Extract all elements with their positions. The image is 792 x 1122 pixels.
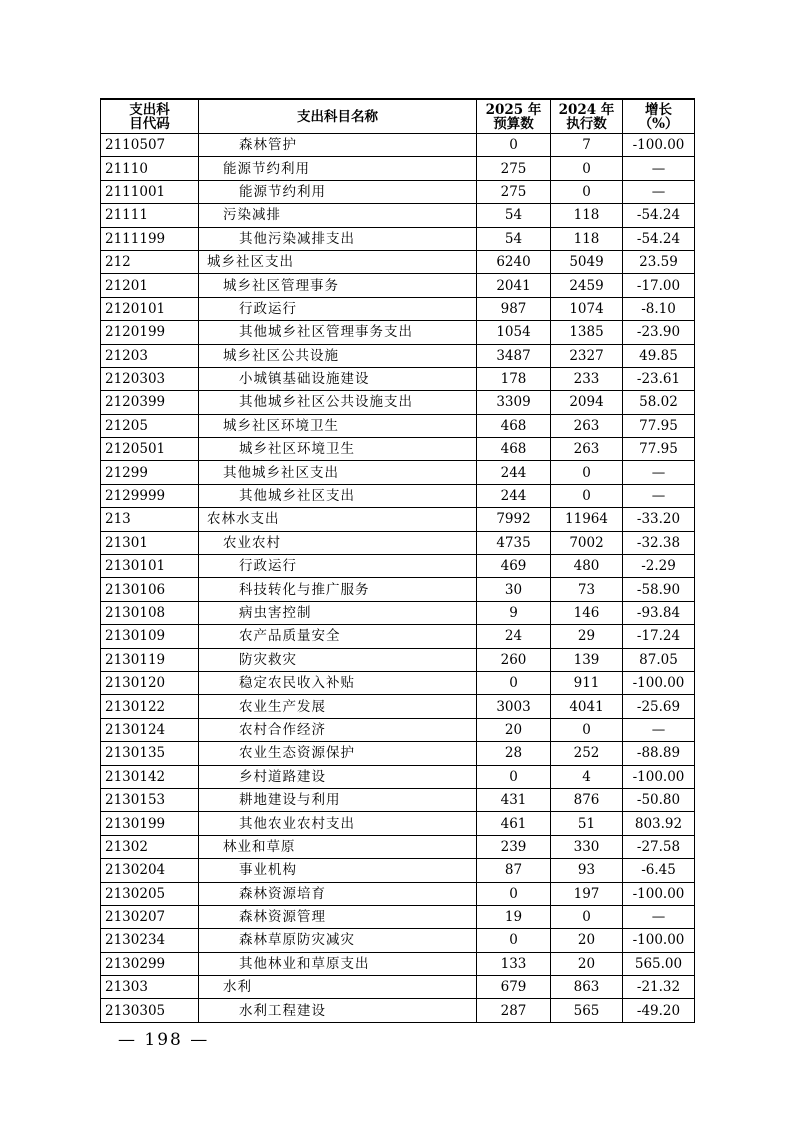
cell-growth: -100.00 [623,134,695,157]
table-body [101,134,695,1023]
cell-code: 2120501 [101,438,199,461]
table-row [101,999,695,1022]
cell-actual: 252 [551,742,623,765]
cell-actual: 0 [551,905,623,928]
cell-growth: -49.20 [623,999,695,1022]
cell-actual: 233 [551,367,623,390]
cell-name: 农产品质量安全 [199,625,477,648]
cell-name: 农业农村 [199,531,477,554]
table-row [101,321,695,344]
cell-code: 2120303 [101,367,199,390]
header-name: 支出科目名称 [199,99,477,134]
cell-budget: 0 [477,929,551,952]
cell-name: 污染减排 [199,204,477,227]
table-row [101,508,695,531]
cell-growth: -100.00 [623,671,695,694]
cell-growth: -100.00 [623,765,695,788]
cell-actual: 51 [551,812,623,835]
cell-actual: 330 [551,835,623,858]
cell-growth: 77.95 [623,438,695,461]
cell-name: 森林草原防灾减灾 [199,929,477,952]
table-row [101,414,695,437]
cell-code: 2129999 [101,484,199,507]
cell-actual: 565 [551,999,623,1022]
cell-name: 科技转化与推广服务 [199,578,477,601]
cell-code: 2130142 [101,765,199,788]
table-row [101,976,695,999]
table-row [101,274,695,297]
expenditure-table-container [100,98,694,1023]
header-actual: 2024 年 执行数 [551,99,623,134]
table-row [101,297,695,320]
table-row [101,134,695,157]
cell-actual: 2459 [551,274,623,297]
table-row [101,438,695,461]
cell-code: 21301 [101,531,199,554]
cell-actual: 93 [551,859,623,882]
cell-budget: 244 [477,484,551,507]
page-number: — 198 — [118,1030,210,1050]
cell-budget: 9 [477,601,551,624]
cell-actual: 0 [551,718,623,741]
cell-name: 能源节约利用 [199,180,477,203]
cell-name: 城乡社区环境卫生 [199,414,477,437]
cell-budget: 54 [477,204,551,227]
cell-budget: 431 [477,788,551,811]
cell-actual: 118 [551,204,623,227]
cell-code: 21302 [101,835,199,858]
table-row [101,648,695,671]
cell-growth: -2.29 [623,555,695,578]
cell-budget: 87 [477,859,551,882]
cell-code: 2110507 [101,134,199,157]
cell-actual: 263 [551,438,623,461]
cell-code: 21205 [101,414,199,437]
cell-budget: 7992 [477,508,551,531]
cell-budget: 275 [477,180,551,203]
cell-code: 2130120 [101,671,199,694]
cell-name: 水利工程建设 [199,999,477,1022]
cell-actual: 73 [551,578,623,601]
cell-actual: 4041 [551,695,623,718]
cell-code: 2111199 [101,227,199,250]
cell-code: 2130205 [101,882,199,905]
cell-actual: 20 [551,952,623,975]
cell-actual: 1074 [551,297,623,320]
cell-name: 农业生产发展 [199,695,477,718]
cell-code: 2130124 [101,718,199,741]
table-row [101,765,695,788]
cell-name: 行政运行 [199,297,477,320]
cell-growth: 49.85 [623,344,695,367]
cell-budget: 468 [477,438,551,461]
cell-growth: -50.80 [623,788,695,811]
cell-code: 2130305 [101,999,199,1022]
cell-name: 森林管护 [199,134,477,157]
cell-growth: 803.92 [623,812,695,835]
cell-budget: 260 [477,648,551,671]
cell-growth: -8.10 [623,297,695,320]
cell-growth: — [623,905,695,928]
cell-name: 森林资源培育 [199,882,477,905]
cell-growth: 87.05 [623,648,695,671]
cell-growth: -33.20 [623,508,695,531]
cell-budget: 4735 [477,531,551,554]
table-row [101,859,695,882]
cell-code: 21203 [101,344,199,367]
cell-name: 其他城乡社区支出 [199,484,477,507]
cell-name: 行政运行 [199,555,477,578]
table-row [101,227,695,250]
cell-name: 其他污染减排支出 [199,227,477,250]
table-row [101,578,695,601]
header-code: 支出科 目代码 [101,99,199,134]
cell-growth: -23.90 [623,321,695,344]
table-row [101,344,695,367]
cell-actual: 146 [551,601,623,624]
cell-budget: 24 [477,625,551,648]
cell-code: 21111 [101,204,199,227]
cell-budget: 469 [477,555,551,578]
table-header-row [101,99,695,134]
cell-growth: — [623,180,695,203]
cell-code: 2130106 [101,578,199,601]
cell-growth: -58.90 [623,578,695,601]
cell-growth: 565.00 [623,952,695,975]
cell-name: 农业生态资源保护 [199,742,477,765]
cell-code: 2130119 [101,648,199,671]
cell-code: 2130234 [101,929,199,952]
table-row [101,695,695,718]
table-row [101,788,695,811]
table-row [101,391,695,414]
cell-actual: 5049 [551,250,623,273]
cell-actual: 29 [551,625,623,648]
cell-code: 2130299 [101,952,199,975]
cell-name: 其他城乡社区支出 [199,461,477,484]
cell-growth: -27.58 [623,835,695,858]
table-row [101,367,695,390]
cell-name: 事业机构 [199,859,477,882]
cell-actual: 4 [551,765,623,788]
cell-budget: 987 [477,297,551,320]
cell-growth: -100.00 [623,882,695,905]
cell-budget: 3309 [477,391,551,414]
cell-growth: -21.32 [623,976,695,999]
cell-growth: -17.00 [623,274,695,297]
cell-actual: 0 [551,157,623,180]
cell-actual: 863 [551,976,623,999]
cell-actual: 0 [551,484,623,507]
table-row [101,157,695,180]
cell-code: 2130109 [101,625,199,648]
cell-code: 2130101 [101,555,199,578]
cell-code: 21303 [101,976,199,999]
cell-code: 2120399 [101,391,199,414]
cell-budget: 0 [477,882,551,905]
cell-growth: -54.24 [623,227,695,250]
cell-actual: 1385 [551,321,623,344]
cell-name: 城乡社区支出 [199,250,477,273]
cell-code: 212 [101,250,199,273]
table-row [101,929,695,952]
cell-growth: -32.38 [623,531,695,554]
cell-growth: 23.59 [623,250,695,273]
cell-name: 小城镇基础设施建设 [199,367,477,390]
cell-budget: 54 [477,227,551,250]
cell-actual: 2094 [551,391,623,414]
cell-actual: 876 [551,788,623,811]
table-row [101,625,695,648]
cell-code: 2130153 [101,788,199,811]
cell-code: 2120101 [101,297,199,320]
cell-growth: -6.45 [623,859,695,882]
cell-budget: 3003 [477,695,551,718]
cell-budget: 20 [477,718,551,741]
cell-code: 21299 [101,461,199,484]
cell-code: 21201 [101,274,199,297]
cell-name: 林业和草原 [199,835,477,858]
cell-growth: — [623,157,695,180]
cell-actual: 7 [551,134,623,157]
cell-budget: 244 [477,461,551,484]
cell-name: 森林资源管理 [199,905,477,928]
table-row [101,835,695,858]
cell-actual: 0 [551,461,623,484]
expenditure-table [100,98,695,1023]
cell-budget: 1054 [477,321,551,344]
cell-actual: 0 [551,180,623,203]
cell-growth: -88.89 [623,742,695,765]
cell-budget: 0 [477,671,551,694]
cell-budget: 19 [477,905,551,928]
cell-code: 21110 [101,157,199,180]
cell-actual: 911 [551,671,623,694]
cell-name: 其他城乡社区管理事务支出 [199,321,477,344]
cell-actual: 2327 [551,344,623,367]
cell-code: 2130207 [101,905,199,928]
cell-growth: 58.02 [623,391,695,414]
cell-actual: 139 [551,648,623,671]
table-row [101,812,695,835]
cell-name: 城乡社区公共设施 [199,344,477,367]
cell-budget: 468 [477,414,551,437]
cell-code: 2130122 [101,695,199,718]
table-row [101,601,695,624]
cell-growth: -17.24 [623,625,695,648]
cell-actual: 11964 [551,508,623,531]
cell-growth: -25.69 [623,695,695,718]
cell-growth: — [623,461,695,484]
cell-name: 其他城乡社区公共设施支出 [199,391,477,414]
cell-budget: 6240 [477,250,551,273]
cell-growth: — [623,484,695,507]
cell-growth: 77.95 [623,414,695,437]
table-row [101,250,695,273]
cell-budget: 461 [477,812,551,835]
table-row [101,882,695,905]
cell-budget: 287 [477,999,551,1022]
table-row [101,484,695,507]
cell-budget: 275 [477,157,551,180]
table-row [101,204,695,227]
cell-budget: 2041 [477,274,551,297]
cell-name: 防灾救灾 [199,648,477,671]
cell-budget: 679 [477,976,551,999]
cell-name: 农村合作经济 [199,718,477,741]
cell-actual: 7002 [551,531,623,554]
cell-budget: 0 [477,765,551,788]
cell-actual: 118 [551,227,623,250]
cell-name: 其他林业和草原支出 [199,952,477,975]
cell-code: 2130108 [101,601,199,624]
cell-name: 农林水支出 [199,508,477,531]
cell-name: 其他农业农村支出 [199,812,477,835]
cell-growth: — [623,718,695,741]
cell-code: 2120199 [101,321,199,344]
cell-budget: 133 [477,952,551,975]
header-growth: 增长 （%） [623,99,695,134]
table-row [101,952,695,975]
cell-code: 2130135 [101,742,199,765]
cell-budget: 239 [477,835,551,858]
cell-code: 2111001 [101,180,199,203]
cell-growth: -23.61 [623,367,695,390]
cell-name: 耕地建设与利用 [199,788,477,811]
cell-name: 乡村道路建设 [199,765,477,788]
cell-code: 2130199 [101,812,199,835]
cell-name: 城乡社区环境卫生 [199,438,477,461]
table-row [101,905,695,928]
cell-name: 能源节约利用 [199,157,477,180]
table-row [101,718,695,741]
cell-budget: 0 [477,134,551,157]
cell-code: 2130204 [101,859,199,882]
cell-growth: -100.00 [623,929,695,952]
table-row [101,180,695,203]
cell-actual: 197 [551,882,623,905]
cell-actual: 480 [551,555,623,578]
cell-name: 城乡社区管理事务 [199,274,477,297]
table-row [101,742,695,765]
header-budget: 2025 年 预算数 [477,99,551,134]
cell-actual: 263 [551,414,623,437]
table-row [101,671,695,694]
cell-name: 稳定农民收入补贴 [199,671,477,694]
cell-name: 病虫害控制 [199,601,477,624]
cell-budget: 30 [477,578,551,601]
table-row [101,461,695,484]
table-row [101,555,695,578]
cell-budget: 178 [477,367,551,390]
cell-code: 213 [101,508,199,531]
cell-growth: -93.84 [623,601,695,624]
cell-budget: 3487 [477,344,551,367]
table-row [101,531,695,554]
cell-actual: 20 [551,929,623,952]
cell-budget: 28 [477,742,551,765]
cell-name: 水利 [199,976,477,999]
cell-growth: -54.24 [623,204,695,227]
